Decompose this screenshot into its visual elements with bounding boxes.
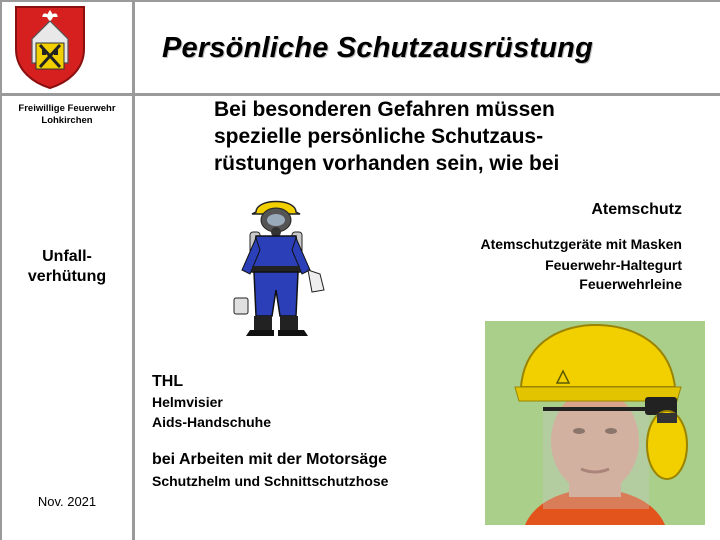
intro-line-3: rüstungen vorhanden sein, wie bei	[214, 152, 560, 175]
chainsaw-item: Schutzhelm und Schnittschutzhose	[152, 473, 389, 489]
organization-name	[0, 103, 134, 127]
intro-line-2: spezielle persönliche Schutzaus-	[214, 125, 544, 148]
topic-line-2: verhütung	[27, 268, 107, 285]
chainsaw-heading: bei Arbeiten mit der Motorsäge	[152, 451, 387, 468]
intro-text	[214, 96, 559, 177]
breathing-item-masks: Atemschutzgeräte mit Masken	[480, 236, 682, 252]
breathing-item-line: Feuerwehrleine	[579, 276, 682, 292]
topic-line-1: Unfall-	[42, 248, 92, 265]
page-title: Persönliche Schutzausrüstung	[162, 32, 594, 64]
municipal-crest-logo	[14, 5, 86, 89]
intro-line-1: Bei besonderen Gefahren müssen	[214, 98, 555, 121]
topic-label	[0, 247, 134, 287]
thl-heading: THL	[152, 373, 184, 390]
date-label: Nov. 2021	[37, 494, 97, 509]
org-line-2: Lohkirchen	[41, 115, 93, 126]
thl-item-visor: Helmvisier	[152, 394, 223, 410]
helmet-visor-photo	[485, 321, 705, 525]
firefighter-cartoon-image	[228, 194, 328, 342]
breathing-item-belt: Feuerwehr-Haltegurt	[545, 257, 682, 273]
breathing-heading: Atemschutz	[591, 201, 682, 218]
thl-item-gloves: Aids-Handschuhe	[152, 414, 272, 430]
org-line-1: Freiwillige Feuerwehr	[18, 103, 116, 114]
top-border	[0, 0, 720, 2]
